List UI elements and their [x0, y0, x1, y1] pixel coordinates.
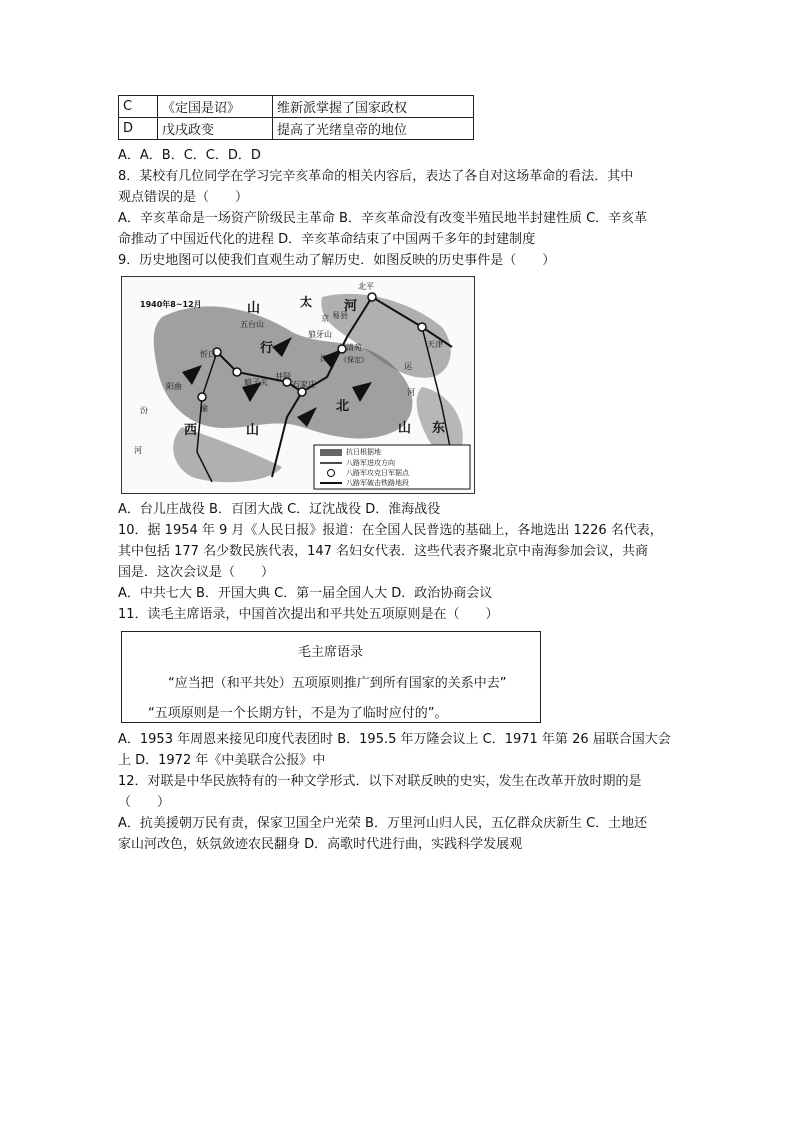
- table-row: [119, 96, 474, 118]
- map-label: 运: [404, 362, 412, 371]
- map-label: 河: [134, 446, 142, 455]
- map-label: 清苑: [346, 343, 362, 352]
- option-letter: D: [119, 118, 158, 140]
- option-item: 戊戌政变: [158, 118, 273, 140]
- map-label: 河: [407, 388, 415, 397]
- map-label: 北平: [358, 282, 374, 291]
- map-label: 河: [344, 299, 358, 314]
- q12-options: A．抗美援朝万民有责，保家卫国全户光荣 B．万里河山归人民，五亿群众庆新生 C．土地还: [118, 816, 648, 831]
- q11-options: 上 D．1972 年《中美联合公报》中: [118, 753, 326, 768]
- table-row: [119, 118, 474, 140]
- map-label: 井陉: [275, 372, 291, 381]
- q10-line: 10．据 1954 年 9 月《人民日报》报道：在全国人民普选的基础上，各地选出 1226 名代表，: [118, 523, 663, 538]
- q12-line: 12．对联是中华民族特有的一种文学形式．以下对联反映的史实，发生在改革开放时期的是: [118, 774, 642, 789]
- map-label: 《保定》: [340, 356, 368, 364]
- q10-line: 其中包括 177 名少数民族代表，147 名妇女代表．这些代表齐聚北京中南海参加会议，共商: [118, 544, 649, 559]
- legend-swatch: [328, 470, 335, 477]
- legend-label: 八路军进攻方向: [346, 459, 395, 467]
- option-item: 《定国是诏》: [158, 96, 273, 118]
- q9-options: A．台儿庄战役 B．百团大战 C．辽沈战役 D．淮海战役: [118, 502, 441, 517]
- quote-title: 毛主席语录: [298, 645, 364, 660]
- q10-options: A．中共七大 B．开国大典 C．第一届全国人大 D．政治协商会议: [118, 586, 493, 601]
- map-label: 忻口: [200, 350, 216, 359]
- option-result: 提高了光绪皇帝的地位: [273, 118, 474, 140]
- q8-options: 命推动了中国近代化的进程 D．辛亥革命结束了中国两千多年的封建制度: [118, 232, 536, 247]
- map-label: 北: [336, 399, 350, 414]
- q8-options: A．辛亥革命是一场资产阶级民主革命 B．辛亥革命没有改变半殖民地半封建性质 C．辛亥革: [118, 211, 648, 226]
- q11-line: 11．读毛主席语录，中国首次提出和平共处五项原则是在（ ）: [118, 607, 499, 622]
- map-label: 易县: [332, 311, 348, 320]
- legend-swatch: [320, 449, 342, 456]
- options-table: [118, 95, 474, 140]
- history-map: [121, 276, 475, 494]
- map-label: 山: [398, 421, 412, 436]
- map-label: 榆: [200, 404, 208, 413]
- q11-options: A．1953 年周恩来接见印度代表团时 B．195.5 年万隆会议上 C．1971 年第 26 届联合国大会: [118, 732, 671, 747]
- q12-options: 家山河改色，妖氛敛迹农民翻身 D．高歌时代进行曲，实践科学发展观: [118, 837, 523, 852]
- map-label: 阳曲: [166, 382, 182, 391]
- quote-text: “五项原则是一个长期方针，不是为了临时应付的”。: [148, 706, 448, 721]
- map-label: 五台山: [240, 320, 264, 329]
- legend-label: 八路军攻克日军据点: [346, 469, 409, 477]
- map-label: 天津: [427, 340, 443, 349]
- q9-line: 9．历史地图可以使我们直观生动了解历史．如图反映的历史事件是（ ）: [118, 253, 556, 268]
- option-result: 维新派掌握了国家政权: [273, 96, 474, 118]
- q8-line: 观点错误的是（ ）: [118, 190, 249, 205]
- legend-label: 八路军破击铁路地段: [346, 479, 409, 487]
- option-letter: C: [119, 96, 158, 118]
- map-date: 1940年8~12月: [140, 300, 202, 309]
- map-label: 京: [321, 314, 329, 323]
- map-label: 行: [260, 341, 274, 356]
- map-label: 西: [184, 423, 198, 438]
- map-label: 汾: [140, 406, 148, 415]
- quote-text: “应当把（和平共处）五项原则推广到所有国家的关系中去”: [168, 676, 507, 691]
- map-label: 太: [300, 295, 313, 309]
- map-label: 石家庄: [292, 380, 316, 389]
- q8-line: 8．某校有几位同学在学习完辛亥革命的相关内容后，表达了各自对这场革命的看法．其中: [118, 169, 634, 184]
- map-label: 山: [247, 301, 261, 316]
- map-label: 汉: [320, 354, 328, 363]
- q7-options: A．A．B．C．C．D．D: [118, 148, 261, 163]
- map-label: 狼牙山: [308, 330, 332, 339]
- legend-label: 抗日根据地: [346, 448, 381, 456]
- map-label: 山: [246, 423, 260, 438]
- map-label: 娘子关: [244, 378, 268, 387]
- q10-line: 国是．这次会议是（ ）: [118, 565, 275, 580]
- map-label: 东: [432, 421, 446, 436]
- q12-line: （ ）: [118, 795, 171, 810]
- quotation-box: [121, 631, 541, 723]
